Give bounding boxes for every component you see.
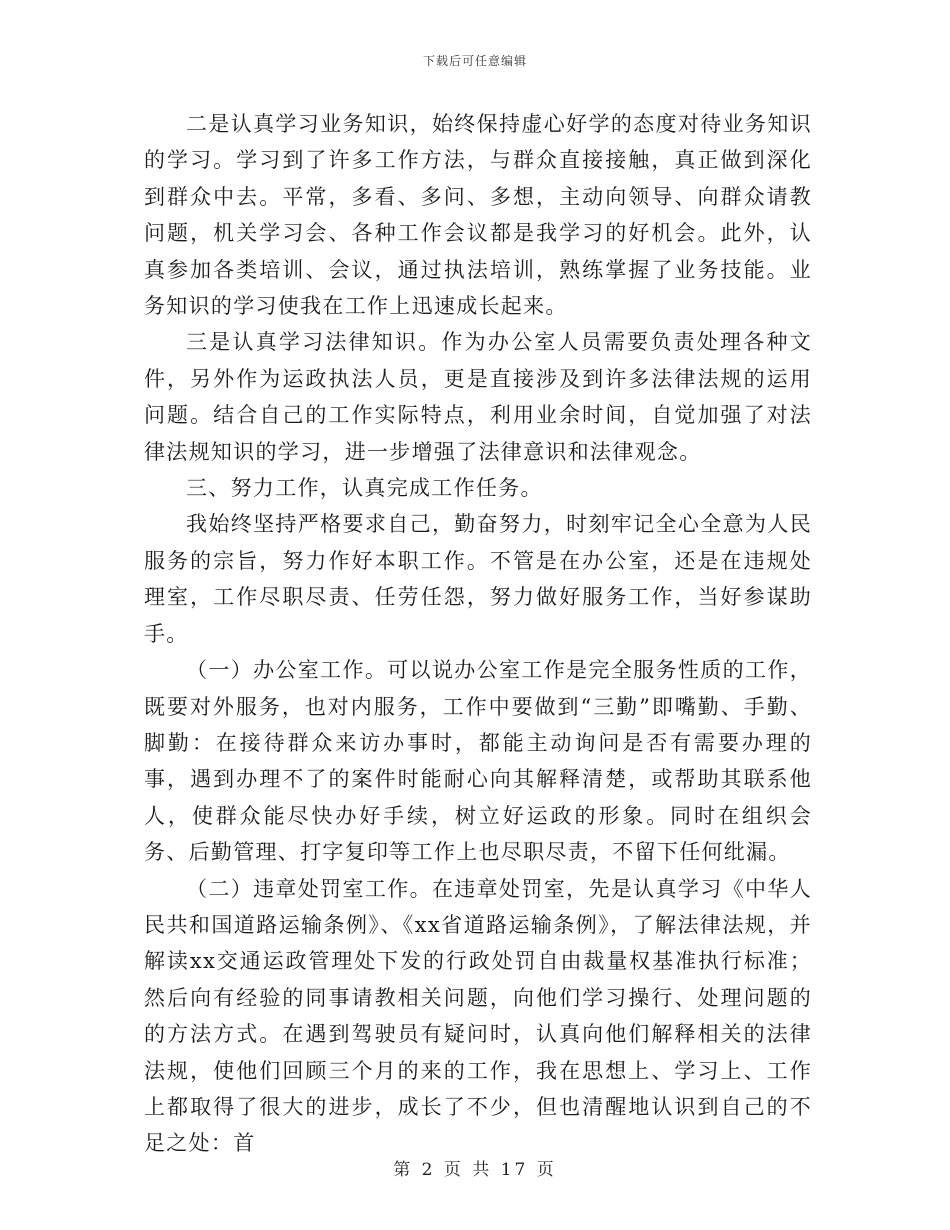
section-heading-work: 三、努力工作，认真完成工作任务。 bbox=[186, 476, 543, 501]
paragraph-office-work: （一）办公室工作。可以说办公室工作是完全服务性质的工作，既要对外服务，也对内服务，工作中要做到“三勤”即嘴勤、手勤、脚勤：在接待群众来访办事时，都能主动询问是否有需要办理的事，遇到办理不了的案件时能耐心向其解释清楚，或帮助其联系他人，使群众能尽快办好手续，树立好运政的形象。同时在组织会务、后勤管理、打字复印等工作上也尽职尽责，不留下任何纰漏。 bbox=[144, 658, 812, 865]
paragraph-legal-knowledge: 三是认真学习法律知识。作为办公室人员需要负责处理各种文件，另外作为运政执法人员，更是直接涉及到许多法律法规的运用问题。结合自己的工作实际特点，利用业余时间，自觉加强了对法律法规知识的学习，进一步增强了法律意识和法律观念。 bbox=[144, 330, 812, 464]
page-header: 下载后可任意编辑 bbox=[422, 54, 527, 68]
paragraph-work-attitude: 我始终坚持严格要求自己，勤奋努力，时刻牢记全心全意为人民服务的宗旨，努力作好本职工作。不管是在办公室，还是在违规处理室，工作尽职尽责、任劳任怨，努力做好服务工作，当好参谋助手。 bbox=[144, 512, 812, 646]
paragraph-violation-office-work: （二）违章处罚室工作。在违章处罚室，先是认真学习《中华人民共和国道路运输条例》、《xx省道路运输条例》，了解法律法规，并解读xx交通运政管理处下发的行政处罚自由裁量权基准执行标准；然后向有经验的同事请教相关问题，向他们学习操行、处理问题的的方法方式。在遇到驾驶员有疑问时，认真向他们解释相关的法律法规，使他们回顾三个月的来的工作，我在思想上、学习上、工作上都取得了很大的进步，成长了不少，但也清醒地认识到自己的不足之处：首 bbox=[144, 876, 812, 1156]
document-body bbox=[144, 106, 812, 1162]
paragraph-business-knowledge: 二是认真学习业务知识，始终保持虚心好学的态度对待业务知识的学习。学习到了许多工作方法，与群众直接接触，真正做到深化到群众中去。平常，多看、多问、多想，主动向领导、向群众请教问题，机关学习会、各种工作会议都是我学习的好机会。此外，认真参加各类培训、会议，通过执法培训，熟练掌握了业务技能。业务知识的学习使我在工作上迅速成长起来。 bbox=[144, 112, 812, 319]
page-number: 第 2 页 共 17 页 bbox=[393, 1160, 557, 1180]
